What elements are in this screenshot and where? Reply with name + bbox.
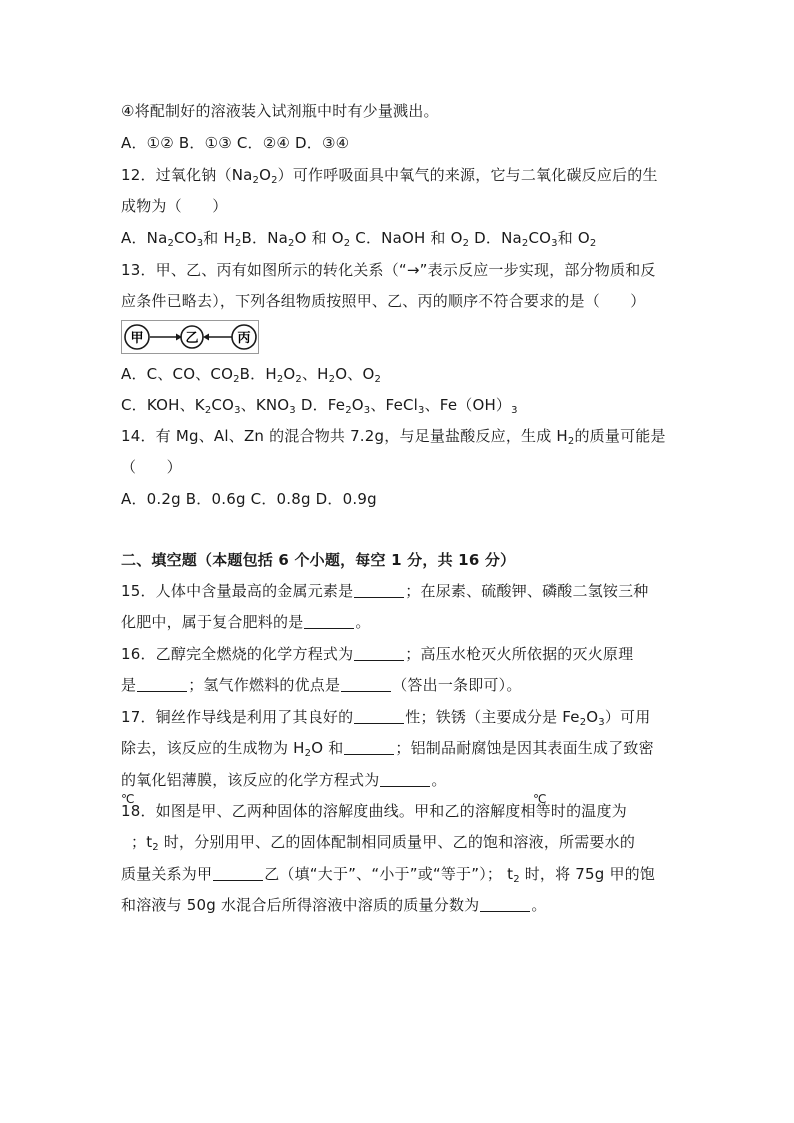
answer-blank[interactable] [354, 645, 404, 661]
q13-options-1: A．C、CO、$CO_2B$．$H_2O_2$、$H_2O$、$O_2$ [121, 365, 382, 385]
q13-options-2: C．KOH、$K_2CO_3$、$KNO_3$ D．$Fe_2O_3$、FeCl$_3$、$Fe(OH)_3$ [121, 396, 518, 416]
node-bing-label: 丙 [237, 331, 251, 346]
q12-stem-2: 成物为（ ） [121, 197, 228, 215]
q12-options: A．$Na_2CO_3$和 $H_2B$．$Na_2O$ 和 $O_2$ C．NaOH 和 $O_2$ D．$Na_2CO_3$和 $O_2$ [121, 229, 597, 249]
q17-line-1: 17．铜丝作导线是利用了其良好的 性；铁锈（主要成分是 $Fe_2O_3$）可用 [121, 708, 651, 728]
q16-line-1: 16．乙醇完全燃烧的化学方程式为 ；高压水枪灭火所依据的灭火原理 [121, 645, 634, 663]
answer-blank[interactable] [354, 708, 404, 724]
q11-item-4: ④将配制好的溶液装入试剂瓶中时有少量溅出。 [121, 102, 439, 120]
q11-options: A．①② B．①③ C．②④ D．③④ [121, 134, 350, 152]
answer-blank[interactable] [344, 739, 394, 755]
q14-options: A．0.2g B．0.6g C．0.8g D．0.9g [121, 490, 377, 508]
node-jia-label: 甲 [130, 331, 144, 346]
answer-blank[interactable] [354, 582, 404, 598]
answer-blank[interactable] [137, 676, 187, 692]
q15-line-2: 化肥中，属于复合肥料的是 。 [121, 613, 371, 631]
q18-line-4: 和溶液与 50g 水混合后所得溶液中溶质的质量分数为 。 [121, 896, 547, 914]
answer-blank[interactable] [380, 771, 430, 787]
q13-stem-2: 应条件已略去），下列各组物质按照甲、乙、丙的顺序不符合要求的是（ ） [121, 292, 646, 310]
q18-line-2: ；$t_2$ 时，分别用甲、乙的固体配制相同质量甲、乙的饱和溶液，所需要水的 [131, 833, 636, 853]
q15-line-1: 15．人体中含量最高的金属元素是 ；在尿素、硫酸钾、磷酸二氢铵三种 [121, 582, 649, 600]
answer-blank[interactable] [341, 676, 391, 692]
conversion-diagram [121, 320, 259, 354]
answer-blank[interactable] [213, 865, 263, 881]
answer-blank[interactable] [304, 613, 354, 629]
q14-stem-2: （ ） [121, 458, 182, 476]
q17-line-3: 的氧化铝薄膜，该反应的化学方程式为 。 [121, 771, 447, 789]
q16-line-2: 是 ；氢气作燃料的优点是 （答出一条即可）。 [121, 676, 522, 694]
q13-stem-1: 13．甲、乙、丙有如图所示的转化关系（“→”表示反应一步实现，部分物质和反 [121, 261, 656, 279]
q18-line-1: 18．如图是甲、乙两种固体的溶解度曲线。甲和乙的溶解度相等时的温度为 [121, 802, 627, 820]
q12-stem-1: 12．过氧化钠$(Na_2O_2)$可作呼吸面具中氧气的来源，它与二氧化碳反应后的生 [121, 166, 658, 186]
section-2-heading: 二、填空题（本题包括 6 个小题，每空 1 分，共 16 分） [121, 551, 516, 569]
answer-blank[interactable] [480, 896, 530, 912]
stray-celsius-mark: ℃ [533, 792, 547, 806]
q18-line-3: 质量关系为甲 乙（填“大于”、“小于”或“等于”）； $t_2$ 时，将 75g 甲的饱 [121, 865, 656, 885]
q17-line-2: 除去，该反应的生成物为 $H_2O$ 和 ；铝制品耐腐蚀是因其表面生成了致密 [121, 739, 654, 759]
node-yi-label: 乙 [185, 331, 199, 346]
q14-stem-1: 14．有 Mg、Al、Zn 的混合物共 7.2g，与足量盐酸反应，生成 $H_2$的质量可能是 [121, 427, 666, 447]
stray-celsius-mark: ℃ [121, 792, 135, 806]
